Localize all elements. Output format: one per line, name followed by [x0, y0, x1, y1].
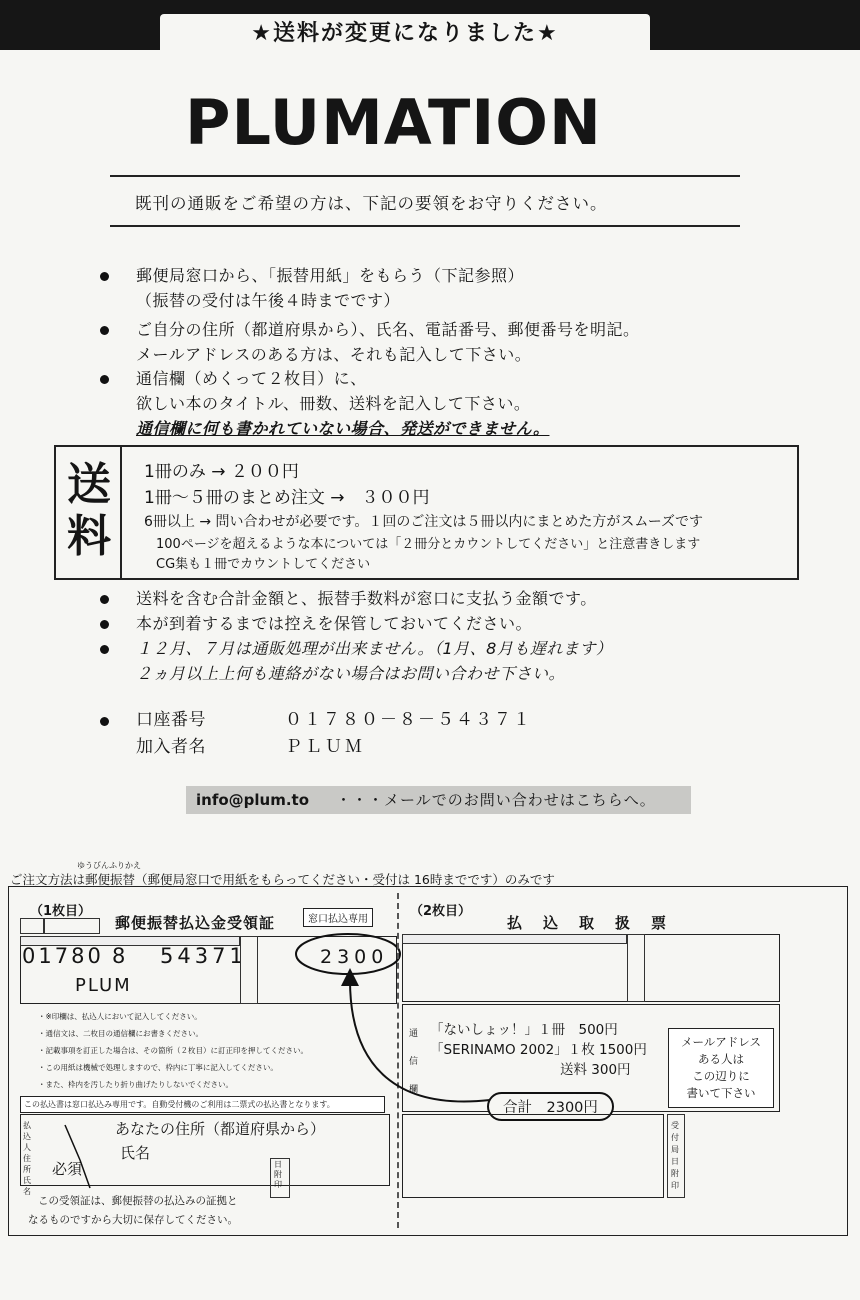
order-item: 「SERINAMO 2002」１枚 1500円	[430, 1042, 647, 1058]
form-cell	[20, 918, 44, 934]
counter-only-badge: 窓口払込専用	[303, 908, 373, 927]
shipping-row-4: 100ページを超えるような本については「２冊分とカウントしてください」と注意書きします	[156, 537, 701, 552]
instruction-1: 郵便局窓口から、「振替用紙」をもらう（下記参照） （振替の受付は午後４時までです）	[100, 263, 800, 318]
warning-text: 通信欄に何も書かれていない場合、発送ができません。	[136, 419, 550, 438]
email-bar	[186, 786, 691, 814]
shipping-label: 送 料	[67, 459, 111, 562]
shipping-fee-box	[54, 445, 799, 580]
account-digits-b: 8	[112, 944, 126, 968]
bullet-icon	[100, 272, 109, 281]
total-amount: 合計 2300円	[487, 1092, 614, 1121]
payee-name: PLUM	[75, 975, 132, 996]
mail-note: メールアドレス ある人は この辺りに 書いて下さい	[681, 1035, 761, 1100]
instruction-3: 通信欄（めくって２枚目）に、 欲しい本のタイトル、冊数、送料を記入して下さい。 通信欄に何も書かれていない場合、発送ができません。	[100, 366, 800, 446]
right-slip-title: 払 込 取 扱 票	[507, 914, 670, 932]
note-1: 送料を含む合計金額と、振替手数料が窓口に支払う金額です。	[100, 586, 800, 611]
howto-ruby: ゆうびんふりかえ	[77, 861, 141, 870]
receipt-note-1: この受領証は、郵便振替の払込みの証拠と	[38, 1195, 238, 1207]
header-banner	[0, 0, 860, 50]
divider-top	[110, 175, 740, 177]
left-sheet-label: （1枚目）	[30, 904, 92, 919]
bullet-icon	[100, 620, 109, 629]
instruction-2: ご自分の住所（都道府県から）、氏名、電話番号、郵便番号を明記。 メールアドレスのある方は、それも記入して下さい。	[100, 317, 800, 372]
account-holder: ＰＬＵＭ	[285, 737, 365, 757]
comm-label: 通信欄	[409, 1029, 419, 1095]
date-stamp-label: 日附印	[274, 1160, 282, 1189]
right-sheet-label: （2枚目）	[410, 904, 472, 919]
intro-text: 既刊の通販をご希望の方は、下記の要領をお守りください。	[135, 194, 608, 213]
shipping-label-cell	[56, 447, 122, 578]
amount-label-cell	[240, 936, 258, 1004]
account-holder-label: 加入者名	[136, 737, 206, 757]
account-number: ０１７８０－８－５４３７１	[285, 710, 532, 730]
hand-required: 必須	[52, 1160, 83, 1178]
form-cell	[44, 918, 100, 934]
account-digits-c: 54371	[160, 944, 247, 968]
counter-note: この払込書は窓口払込み専用です。自動受付機のご利用は二票式の払込書となります。	[20, 1096, 385, 1113]
account-info	[100, 708, 700, 763]
arrow-icon	[30, 1110, 130, 1200]
bullet-icon	[100, 717, 109, 726]
account-digits-a: 01780	[22, 944, 104, 968]
email-note: ・・・メールでのお問い合わせはこちらへ。	[336, 791, 656, 809]
account-number-label: 口座番号	[136, 710, 206, 730]
bullet-icon	[100, 595, 109, 604]
amount-label-cell	[627, 934, 645, 1002]
order-method-text: ご注文方法は郵便振替（郵便局窓口で用紙をもらってください・受付は 16時までです）のみです	[10, 872, 555, 887]
shipping-row-2: 1冊～５冊のまとめ注文 → ３００円	[144, 488, 430, 508]
email-address[interactable]: info@plum.to	[196, 791, 310, 809]
right-payer-area	[402, 1114, 664, 1198]
shipping-row-1: 1冊のみ → ２００円	[144, 462, 299, 482]
banner-title: ★送料が変更になりました★	[160, 14, 650, 54]
note-2: 本が到着するまでは控えを保管しておいてください。	[100, 611, 800, 636]
amount-value: 2300	[320, 946, 389, 968]
hand-address: あなたの住所（都道府県から）	[115, 1120, 326, 1138]
order-item: 送料 300円	[560, 1062, 631, 1078]
left-notes: ・※印欄は、払込人において記入してください。 ・通信文は、二枚目の通信欄にお書きください。 ・記載事項を訂正した場合は、その箇所（２枚目）に訂正印を押してください。 ・この用紙は機械で処理しますので、枠内に丁寧に記入してください。 ・また、枠内を汚したり折り曲げたりしないでください。	[38, 1012, 308, 1089]
left-slip-title: 郵便振替払込金受領証	[115, 914, 276, 932]
note-3: １２月、７月は通販処理が出来ません。（1月、8月も遅れます） ２ヵ月以上上何も連絡がない場合はお問い合わせ下さい。	[100, 636, 800, 686]
stamp-label: 受付局日附印	[671, 1121, 679, 1190]
receipt-note-2: なるものですから大切に保存してください。	[28, 1214, 238, 1226]
hand-name: 氏名	[120, 1144, 151, 1162]
payer-label: 払込人住所氏名	[23, 1121, 31, 1196]
shipping-row-5: CG集も１冊でカウントしてください	[156, 557, 371, 572]
connector-arrow-icon	[330, 960, 500, 1110]
bullet-icon	[100, 645, 109, 654]
bullet-icon	[100, 326, 109, 335]
bullet-icon	[100, 375, 109, 384]
shipping-row-3: 6冊以上 → 問い合わせが必要です。１回のご注文は５冊以内にまとめた方がスムーズです	[144, 514, 704, 530]
brand-logo: PLUMATION	[185, 86, 602, 159]
order-item: 「ないしょッ！」１冊 500円	[430, 1022, 618, 1038]
divider-bottom	[110, 225, 740, 227]
grid-header	[402, 934, 627, 944]
